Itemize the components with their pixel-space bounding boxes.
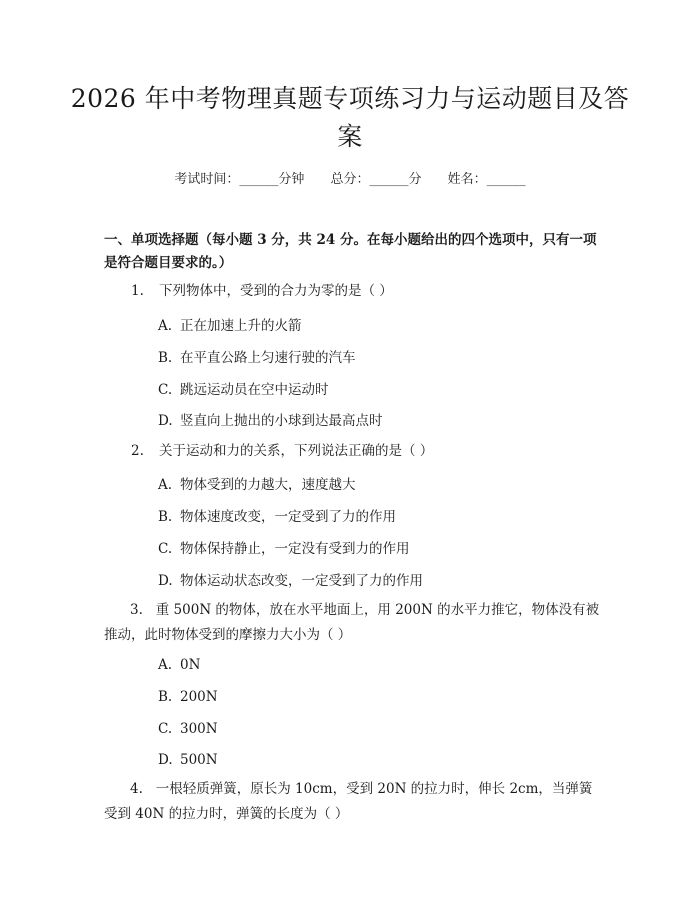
total-score: 总分：______分 (330, 172, 422, 187)
question-stem: 关于运动和力的关系，下列说法正确的是（ ） (159, 443, 434, 459)
exam-info (0, 168, 700, 187)
document-title: 2026 年中考物理真题专项练习力与运动题目及答案 (70, 84, 630, 151)
q1-option-a: A. 正在加速上升的火箭 (158, 318, 302, 334)
q2-option-c: C. 物体保持静止，一定没有受到力的作用 (158, 541, 410, 557)
question-3 (104, 598, 600, 648)
q2-option-b: B. 物体速度改变，一定受到了力的作用 (158, 509, 396, 525)
question-1 (131, 280, 393, 303)
q1-option-b: B. 在平直公路上匀速行驶的汽车 (158, 350, 356, 366)
q3-option-c: C. 300N (158, 721, 218, 737)
q1-option-c: C. 跳远运动员在空中运动时 (158, 382, 329, 398)
q2-option-d: D. 物体运动状态改变，一定受到了力的作用 (158, 573, 423, 589)
question-number: 2. (131, 443, 144, 459)
q3-option-d: D. 500N (158, 752, 218, 768)
question-stem: 一根轻质弹簧，原长为 10cm，受到 20N 的拉力时，伸长 2cm，当弹簧受到 40N 的拉力时，弹簧的长度为（ ） (104, 781, 593, 822)
student-name: 姓名：______ (447, 172, 526, 187)
q3-option-a: A. 0N (158, 657, 201, 673)
question-stem: 下列物体中，受到的合力为零的是（ ） (159, 283, 393, 299)
question-stem: 重 500N 的物体，放在水平地面上，用 200N 的水平力推它，物体没有被推动，此时物体受到的摩擦力大小为（ ） (104, 602, 600, 643)
q3-option-b: B. 200N (158, 689, 218, 705)
question-4 (104, 777, 600, 827)
exam-time: 考试时间：______分钟 (174, 172, 305, 187)
question-number: 1. (131, 283, 144, 299)
section-heading: 一、单项选择题（每小题 3 分，共 24 分。在每小题给出的四个选项中，只有一项是符合题目要求的。） (104, 232, 597, 271)
q1-option-d: D. 竖直向上抛出的小球到达最高点时 (158, 413, 383, 429)
question-number: 4. (130, 781, 143, 797)
question-number: 3. (130, 602, 143, 618)
q2-option-a: A. 物体受到的力越大，速度越大 (158, 477, 356, 493)
question-2 (131, 440, 433, 463)
